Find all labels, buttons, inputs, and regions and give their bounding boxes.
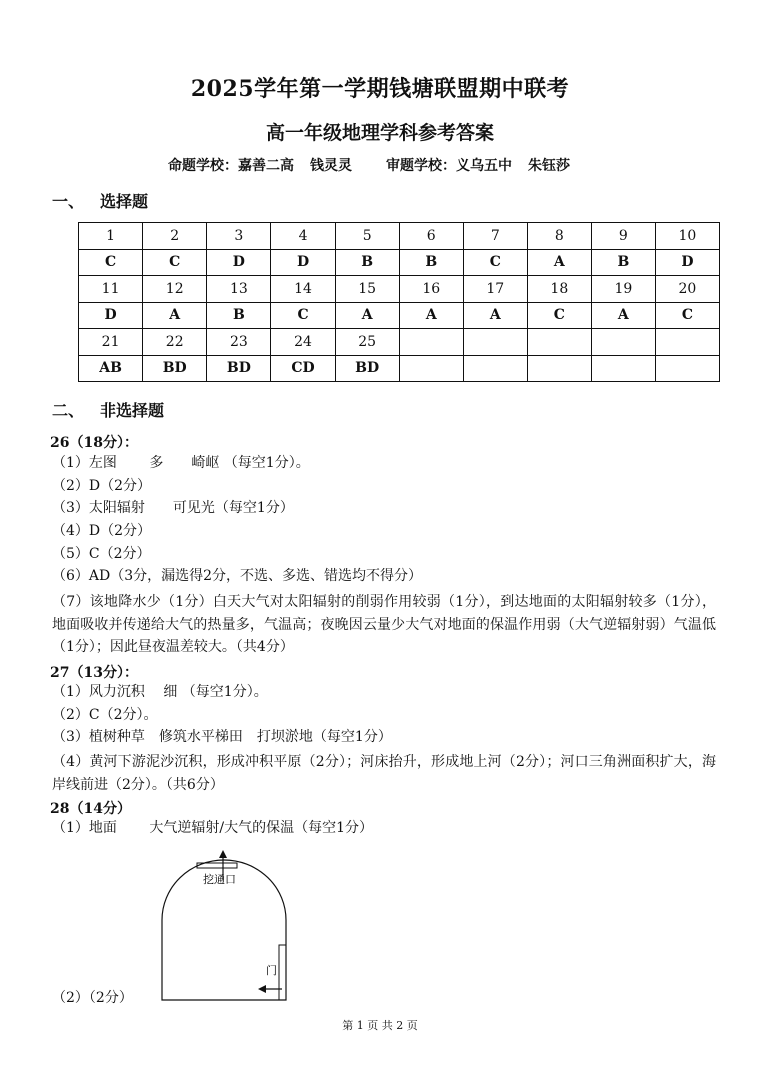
document-title: 2025学年第一学期钱塘联盟期中联考: [190, 76, 570, 102]
q27-answer-1: （1）风力沉积 细 （每空1分）。: [52, 684, 268, 700]
question-number-cell: [655, 329, 719, 356]
answer-cell: [463, 355, 527, 382]
question-number-cell: 20: [655, 276, 719, 303]
question-number-cell: 13: [207, 276, 271, 303]
answer-cell: C: [655, 302, 719, 329]
answer-cell: B: [207, 302, 271, 329]
question-27-heading: 27（13分）：: [50, 665, 138, 681]
question-number-cell: [463, 329, 527, 356]
question-number-cell: 9: [591, 223, 655, 250]
answer-cell: B: [399, 249, 463, 276]
door: [279, 945, 286, 1000]
answer-cell: D: [655, 249, 719, 276]
answer-cell: D: [207, 249, 271, 276]
answer-cell: C: [79, 249, 143, 276]
section-title: 非选择题: [100, 401, 165, 420]
vent-label: 挖通口: [203, 873, 236, 886]
answer-cell: A: [527, 249, 591, 276]
answer-cell: BD: [207, 355, 271, 382]
question-number-cell: 24: [271, 329, 335, 356]
answer-cell: BD: [335, 355, 399, 382]
question-number-cell: 16: [399, 276, 463, 303]
author-name-2: 朱钰莎: [528, 158, 570, 174]
answer-cell: C: [527, 302, 591, 329]
airflow-in-arrowhead: [258, 985, 266, 993]
question-number-cell: [591, 329, 655, 356]
question-number-cell: 18: [527, 276, 591, 303]
question-number-cell: 14: [271, 276, 335, 303]
document-subtitle: 高一年级地理学科参考答案: [265, 122, 494, 144]
section-heading-choice: [52, 189, 148, 212]
page-footer: 第 1 页 共 2 页: [342, 1019, 418, 1032]
question-number-cell: 10: [655, 223, 719, 250]
question-number-cell: 7: [463, 223, 527, 250]
question-number-cell: 22: [143, 329, 207, 356]
answer-cell: D: [271, 249, 335, 276]
q26-answer-6: （6）AD（3分，漏选得2分，不选、多选、错选均不得分）: [52, 568, 423, 584]
section-title: 选择题: [100, 192, 149, 211]
q27-answer-2: （2）C（2分）。: [52, 707, 158, 723]
answer-cell: [655, 355, 719, 382]
answer-cell: [591, 355, 655, 382]
section-heading-nonchoice: [52, 398, 164, 421]
question-number-cell: 11: [79, 276, 143, 303]
question-number-cell: 17: [463, 276, 527, 303]
answer-cell: C: [271, 302, 335, 329]
question-number-cell: 2: [143, 223, 207, 250]
question-number-row: [79, 329, 720, 356]
answer-row: [79, 249, 720, 276]
q26-answer-4: （4）D（2分）: [52, 523, 152, 539]
question-number-cell: 8: [527, 223, 591, 250]
answer-cell: A: [591, 302, 655, 329]
question-number-cell: 23: [207, 329, 271, 356]
question-number-cell: [399, 329, 463, 356]
answer-table: [78, 222, 720, 382]
answer-row: [79, 302, 720, 329]
q26-answer-3: （3）太阳辐射 可见光（每空1分）: [52, 500, 294, 516]
question-number-cell: 12: [143, 276, 207, 303]
answer-cell: CD: [271, 355, 335, 382]
answer-cell: D: [79, 302, 143, 329]
greenhouse-airflow-diagram: [150, 850, 310, 1010]
section-number: 二、: [52, 401, 85, 420]
question-number-cell: [527, 329, 591, 356]
answer-cell: B: [591, 249, 655, 276]
door-label: 门: [266, 964, 277, 977]
question-number-cell: 5: [335, 223, 399, 250]
author-school-1: 命题学校：嘉善二高: [168, 158, 294, 174]
q28-answer-1: （1）地面 大气逆辐射/大气的保温（每空1分）: [52, 820, 373, 836]
answer-cell: A: [463, 302, 527, 329]
question-number-cell: 1: [79, 223, 143, 250]
author-line: [168, 155, 570, 175]
answer-row: [79, 355, 720, 382]
answer-cell: C: [143, 249, 207, 276]
q26-answer-7: （7）该地降水少（1分）白天大气对太阳辐射的削弱作用较弱（1分），到达地面的太阳辐射较多（1分），地面吸收并传递给大气的热量多，气温高；夜晚因云量少大气对地面的保温作用弱（大气逆辐射弱）气温低（1分）；因此昼夜温差较大。（共4分）: [52, 594, 716, 655]
question-number-cell: 19: [591, 276, 655, 303]
q27-answer-3: （3）植树种草 修筑水平梯田 打坝淤地（每空1分）: [52, 729, 392, 745]
answer-cell: B: [335, 249, 399, 276]
airflow-up-arrowhead: [219, 850, 227, 858]
q27-answer-4: （4）黄河下游泥沙沉积，形成冲积平原（2分）；河床抬升，形成地上河（2分）；河口三角洲面积扩大，海岸线前进（2分）。（共6分）: [52, 754, 716, 793]
answer-cell: BD: [143, 355, 207, 382]
author-school-2: 审题学校：义乌五中: [386, 158, 512, 174]
answer-cell: A: [143, 302, 207, 329]
answer-cell: AB: [79, 355, 143, 382]
answer-cell: A: [335, 302, 399, 329]
question-26-heading: 26（18分）：: [50, 435, 138, 451]
question-number-cell: 6: [399, 223, 463, 250]
answer-cell: [399, 355, 463, 382]
q26-answer-2: （2）D（2分）: [52, 478, 152, 494]
author-name-1: 钱灵灵: [310, 158, 352, 174]
q26-answer-5: （5）C（2分）: [52, 546, 151, 562]
answer-cell: A: [399, 302, 463, 329]
answer-cell: [527, 355, 591, 382]
question-28-heading: 28（14分）: [50, 801, 131, 817]
answer-cell: C: [463, 249, 527, 276]
question-number-row: [79, 223, 720, 250]
question-number-cell: 15: [335, 276, 399, 303]
question-number-cell: 3: [207, 223, 271, 250]
q26-answer-1: （1）左图 多 崎岖 （每空1分）。: [52, 455, 310, 471]
section-number: 一、: [52, 192, 85, 211]
question-number-cell: 25: [335, 329, 399, 356]
question-number-cell: 21: [79, 329, 143, 356]
question-number-row: [79, 276, 720, 303]
question-number-cell: 4: [271, 223, 335, 250]
q28-answer-2: （2）（2分）: [52, 990, 133, 1006]
